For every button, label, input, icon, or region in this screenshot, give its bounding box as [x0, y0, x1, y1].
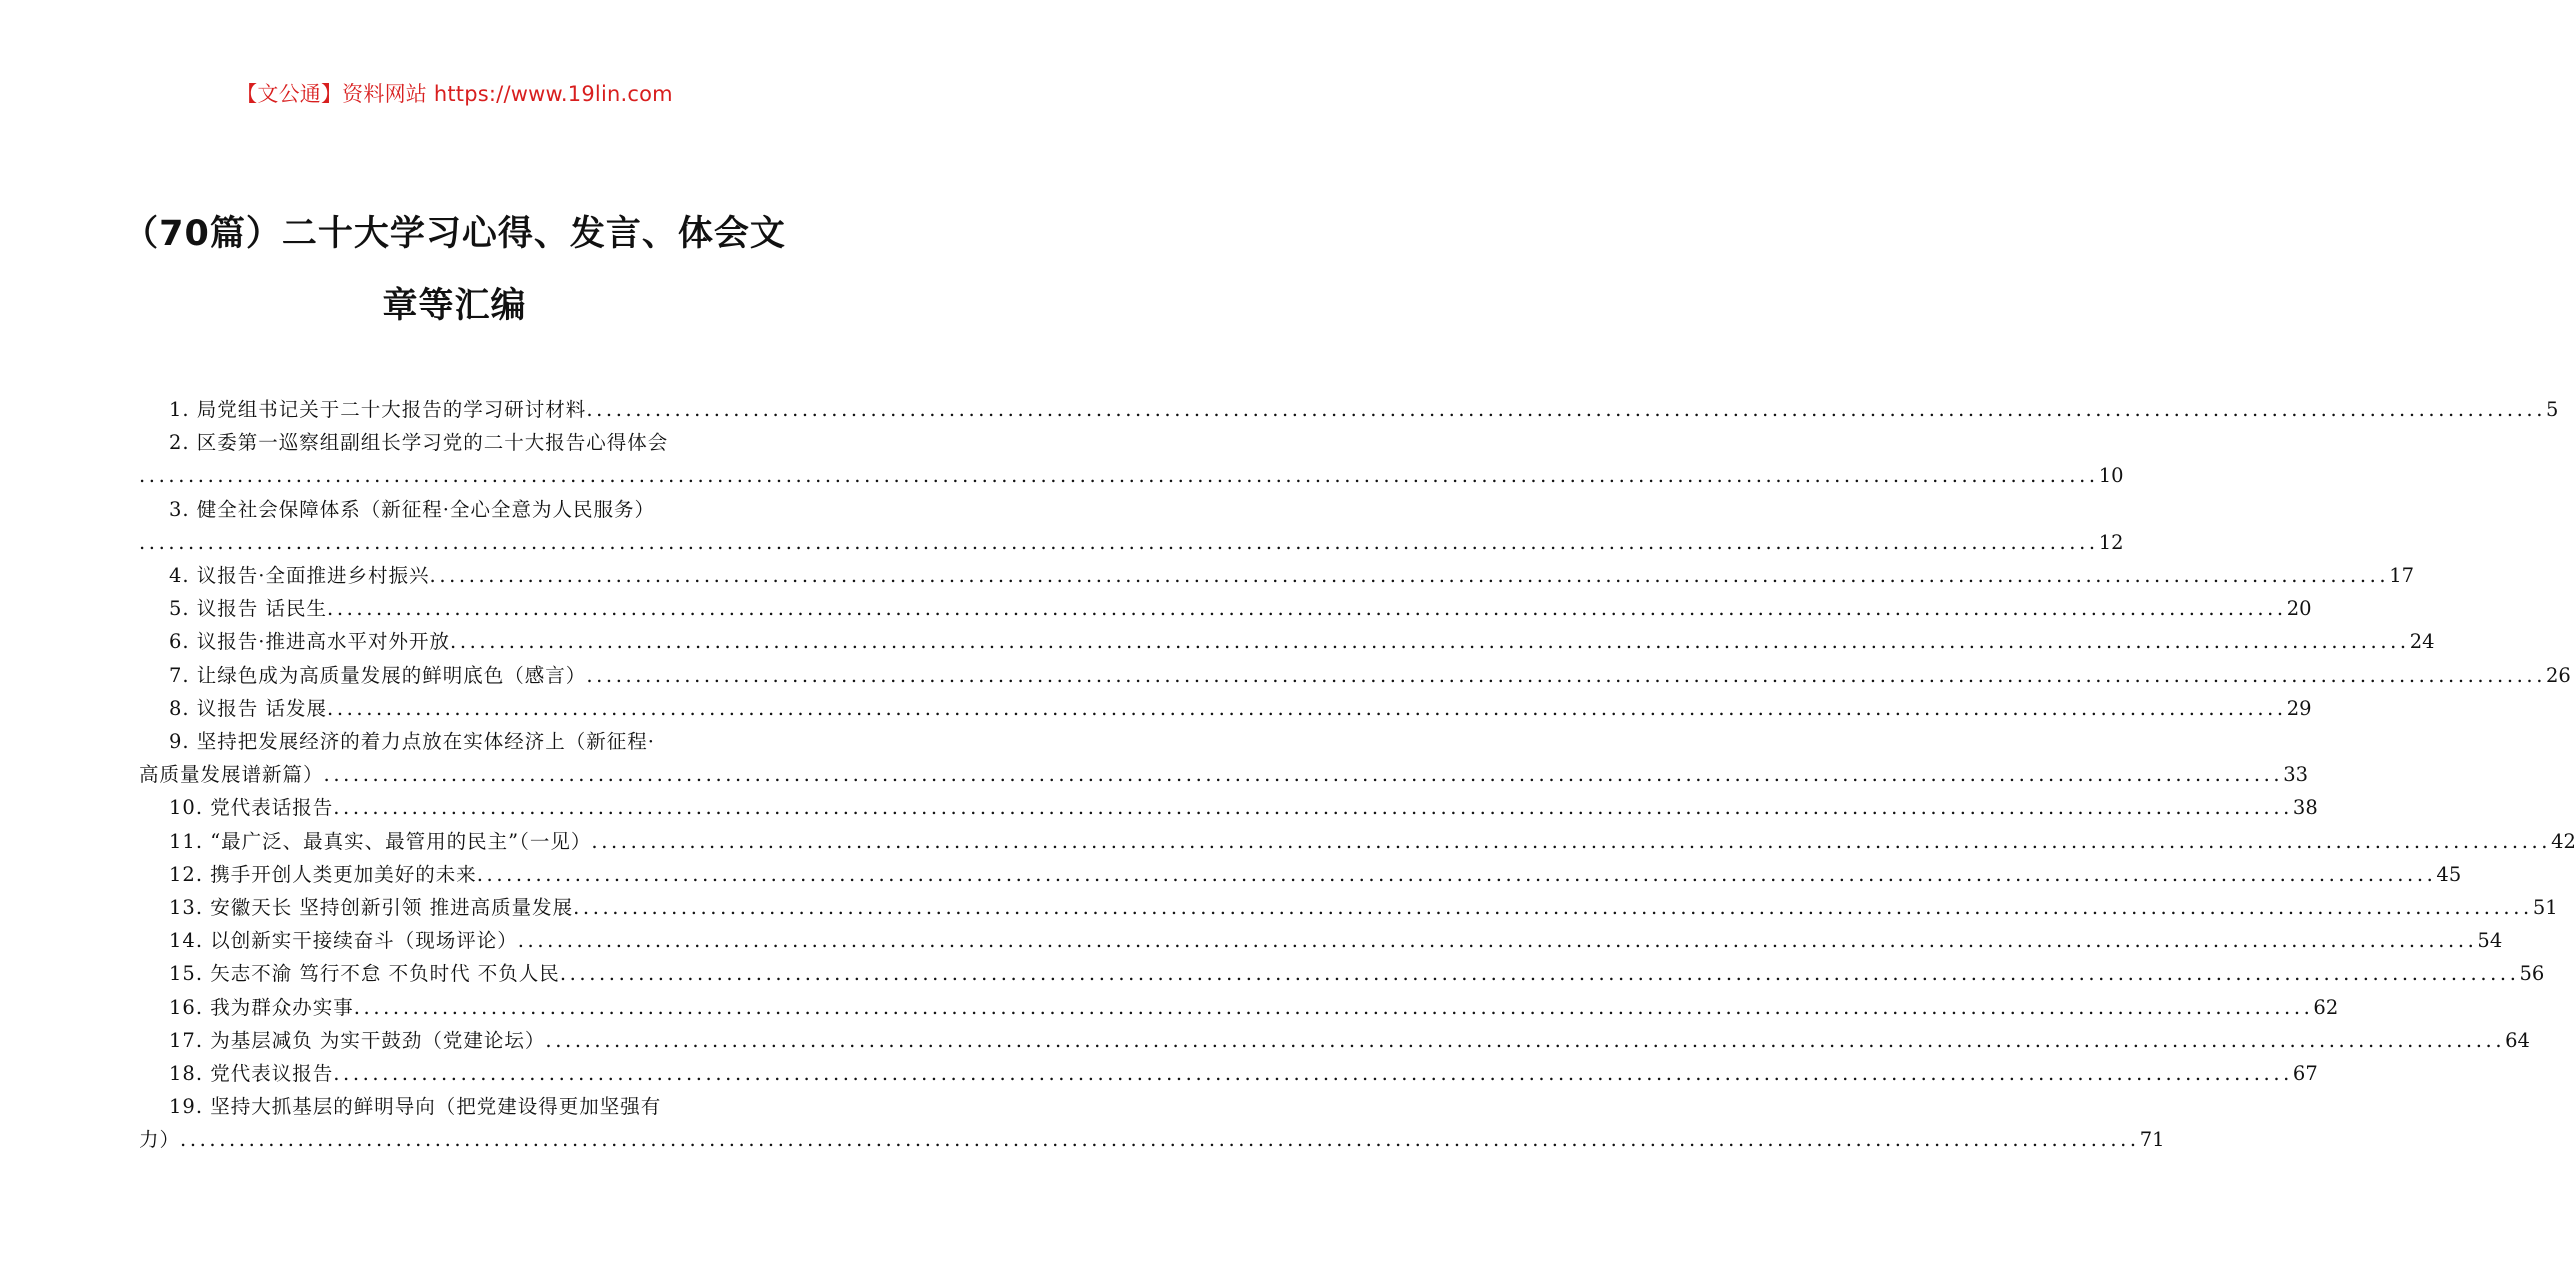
toc-entry[interactable] — [139, 858, 2462, 891]
toc-entry[interactable] — [139, 625, 2435, 658]
toc-entry[interactable] — [139, 1057, 2318, 1090]
toc-page-number: 26 — [2546, 663, 2571, 687]
toc-entry-title: 17. 为基层减负 为实干鼓劲（党建论坛） — [169, 1028, 546, 1052]
toc-entry-title: 10. 党代表话报告 — [169, 796, 334, 820]
toc-entry[interactable] — [139, 393, 2559, 426]
dot-leader: ........................................................................................................................................................................................................ — [545, 1028, 2506, 1052]
toc-entry-line — [139, 825, 2576, 858]
toc-entry-line — [139, 426, 773, 459]
toc-entry[interactable] — [139, 1090, 2165, 1156]
toc-page-number: 56 — [2519, 962, 2545, 986]
toc-entry-line — [139, 393, 2559, 426]
toc-page-number: 29 — [2286, 696, 2312, 720]
dot-leader: ........................................................................................................................................................................................................ — [586, 663, 2547, 687]
dot-leader: ........................................................................................................................................................................................................ — [450, 630, 2410, 654]
toc-entry[interactable] — [139, 1024, 2530, 1057]
dot-leader: ........................................................................................................................................................................................................ — [139, 530, 2099, 554]
toc-entry-title: 12. 携手开创人类更加美好的未来 — [169, 862, 477, 886]
toc-entry-title: 3. 健全社会保障体系（新征程·全心全意为人民服务） — [169, 497, 656, 521]
dot-leader: ........................................................................................................................................................................................................ — [559, 962, 2520, 986]
toc-page-number: 62 — [2313, 995, 2339, 1019]
toc-entry-line — [139, 692, 2312, 725]
toc-entry-title: 4. 议报告·全面推进乡村振兴 — [169, 564, 430, 588]
dot-leader: ........................................................................................................................................................................................................ — [586, 398, 2547, 421]
dot-leader: ........................................................................................................................................................................................................ — [139, 464, 2099, 488]
toc-entry-line — [139, 1024, 2530, 1057]
toc-entry[interactable] — [139, 924, 2503, 957]
toc-page-number: 17 — [2389, 564, 2415, 588]
dot-leader: ........................................................................................................................................................................................................ — [591, 829, 2552, 853]
toc-entry-title: 14. 以创新实干接续奋斗（现场评论） — [169, 929, 518, 953]
dot-leader: ........................................................................................................................................................................................................ — [476, 862, 2437, 886]
toc-entry[interactable] — [139, 725, 2309, 791]
toc-page-number: 10 — [2098, 464, 2124, 488]
toc-entry[interactable] — [139, 791, 2318, 824]
toc-page-number: 12 — [2098, 530, 2124, 554]
dot-leader: ........................................................................................................................................................................................................ — [333, 1062, 2293, 1086]
toc-entry-line — [139, 1057, 2318, 1090]
toc-entry-continuation — [139, 758, 2309, 791]
toc-entry[interactable] — [139, 692, 2312, 725]
toc-entry-title: 19. 坚持大抓基层的鲜明导向（把党建设得更加坚强有 — [169, 1095, 662, 1119]
toc-page-number: 5 — [2546, 398, 2559, 421]
toc-entry[interactable] — [139, 426, 2124, 492]
toc-entry-line — [139, 625, 2435, 658]
toc-entry-title: 2. 区委第一巡察组副组长学习党的二十大报告心得体会 — [169, 431, 669, 455]
toc-page-number: 33 — [2283, 763, 2309, 787]
toc-page-number: 20 — [2286, 597, 2312, 621]
dot-leader: ........................................................................................................................................................................................................ — [333, 796, 2293, 820]
table-of-contents — [139, 393, 2576, 1157]
toc-entry[interactable] — [139, 957, 2545, 990]
dot-leader: ........................................................................................................................................................................................................ — [327, 597, 2287, 621]
toc-entry-line — [139, 957, 2545, 990]
toc-entry-line — [139, 559, 2415, 592]
toc-entry[interactable] — [139, 493, 2124, 559]
toc-entry-line — [139, 924, 2503, 957]
toc-entry-line — [139, 858, 2462, 891]
toc-entry-line — [139, 493, 773, 526]
toc-entry-title: 7. 让绿色成为高质量发展的鲜明底色（感言） — [169, 663, 587, 687]
toc-page-number: 67 — [2292, 1062, 2318, 1086]
toc-entry[interactable] — [139, 991, 2339, 1024]
toc-page-number: 71 — [2139, 1128, 2165, 1152]
toc-entry-title: 1. 局党组书记关于二十大报告的学习研讨材料 — [169, 398, 587, 421]
toc-page-number: 42 — [2551, 829, 2576, 853]
toc-entry-continuation — [139, 459, 2124, 492]
toc-entry-line — [139, 1090, 773, 1123]
toc-page-number: 54 — [2477, 929, 2503, 953]
toc-entry-line — [139, 659, 2571, 692]
toc-entry-title-continued: 高质量发展谱新篇） — [139, 763, 324, 787]
toc-page-number: 51 — [2532, 896, 2558, 920]
toc-entry-line — [139, 991, 2339, 1024]
dot-leader: ........................................................................................................................................................................................................ — [517, 929, 2478, 953]
toc-entry-title: 9. 坚持把发展经济的着力点放在实体经济上（新征程· — [169, 730, 656, 754]
toc-entry-title: 15. 矢志不渝 笃行不怠 不负时代 不负人民 — [169, 962, 560, 986]
toc-page-number: 38 — [2292, 796, 2318, 820]
toc-entry-title-continued: 力） — [139, 1128, 181, 1152]
toc-entry[interactable] — [139, 891, 2558, 924]
toc-entry[interactable] — [139, 825, 2576, 858]
toc-entry[interactable] — [139, 592, 2312, 625]
toc-entry-title: 13. 安徽天长 坚持创新引领 推进高质量发展 — [169, 896, 574, 920]
toc-page-number: 24 — [2409, 630, 2435, 654]
toc-entry-title: 16. 我为群众办实事 — [169, 995, 354, 1019]
toc-entry-title: 6. 议报告·推进高水平对外开放 — [169, 630, 451, 654]
toc-entry-continuation — [139, 1123, 2165, 1156]
site-watermark: 【文公通】资料网站 https://www.19lin.com — [236, 82, 673, 106]
document-title: （70篇）二十大学习心得、发言、体会文章等汇编 — [123, 214, 786, 326]
dot-leader: ........................................................................................................................................................................................................ — [180, 1128, 2140, 1152]
toc-entry-line — [139, 791, 2318, 824]
toc-page-number: 64 — [2505, 1028, 2530, 1052]
dot-leader: ........................................................................................................................................................................................................ — [573, 896, 2533, 920]
dot-leader: ........................................................................................................................................................................................................ — [429, 564, 2390, 588]
dot-leader: ........................................................................................................................................................................................................ — [353, 995, 2314, 1019]
toc-entry-line — [139, 592, 2312, 625]
toc-entry-title: 8. 议报告 话发展 — [169, 696, 328, 720]
toc-entry-title: 11. “最广泛、最真实、最管用的民主”（一见） — [169, 829, 592, 853]
toc-entry-title: 18. 党代表议报告 — [169, 1062, 334, 1086]
toc-entry-line — [139, 891, 2558, 924]
dot-leader: ........................................................................................................................................................................................................ — [327, 696, 2287, 720]
toc-entry-continuation — [139, 526, 2124, 559]
dot-leader: ........................................................................................................................................................................................................ — [323, 763, 2284, 787]
toc-entry[interactable] — [139, 559, 2415, 592]
toc-entry[interactable] — [139, 659, 2571, 692]
toc-entry-line — [139, 725, 773, 758]
toc-page-number: 45 — [2436, 862, 2462, 886]
toc-entry-title: 5. 议报告 话民生 — [169, 597, 328, 621]
